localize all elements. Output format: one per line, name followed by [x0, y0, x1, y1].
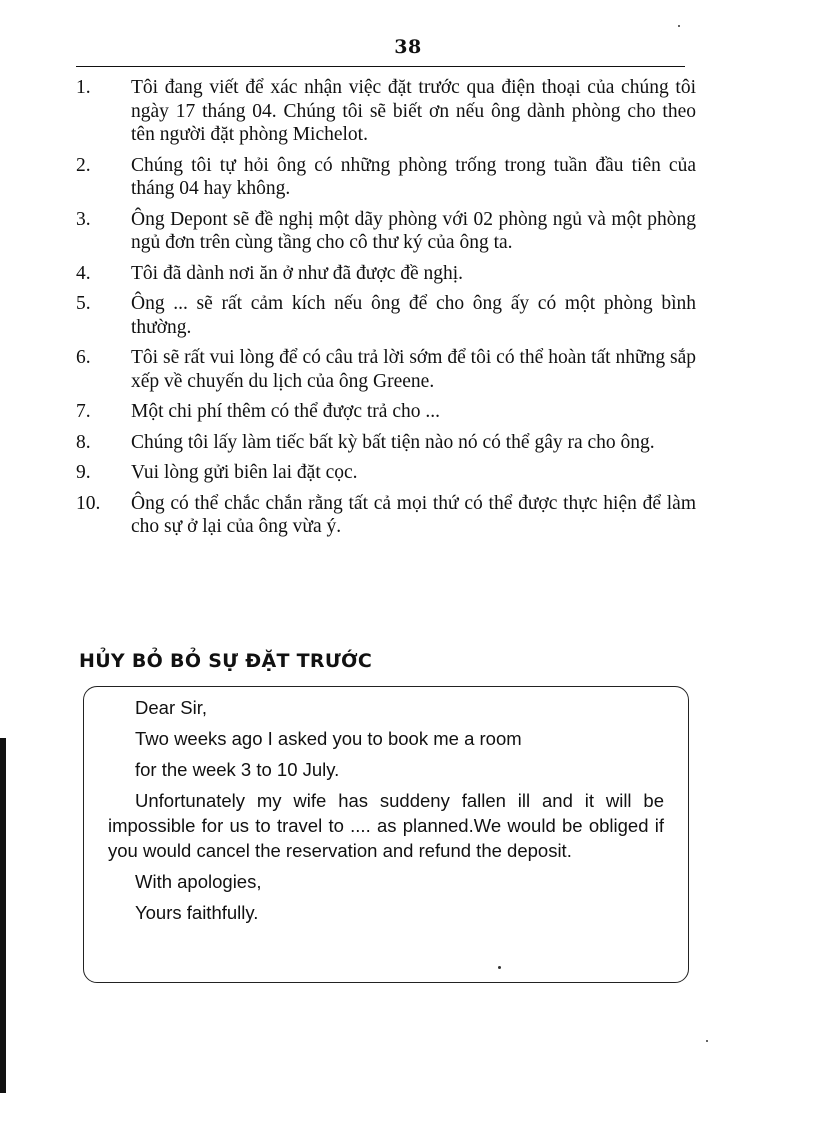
section-heading: HỦY BỎ BỎ SỰ ĐẶT TRƯỚC	[79, 650, 373, 672]
list-item-number: 4.	[76, 262, 91, 284]
list-item-number: 2.	[76, 154, 91, 176]
list-item	[76, 208, 696, 255]
scan-speck	[678, 25, 680, 27]
list-item-text: Tôi đã dành nơi ăn ở như đã được đề nghị.	[131, 262, 464, 284]
letter-box	[83, 686, 689, 983]
list-item-number: 7.	[76, 401, 91, 422]
list-item	[76, 431, 696, 455]
list-item-number: 8.	[76, 431, 91, 453]
list-item-text: Tôi sẽ rất vui lòng để có câu trả lời sớm để tôi có thể hoàn tất những sắp xếp về chuyến du lịch của ông Greene.	[131, 347, 696, 392]
list-item	[76, 346, 696, 393]
list-item-text: Ông Depont sẽ đề nghị một dãy phòng với 02 phòng ngủ và một phòng ngủ đơn trên cùng tầng cho cô thư ký của ông ta.	[131, 208, 696, 253]
letter-line: for the week 3 to 10 July.	[135, 759, 340, 780]
list-item	[76, 76, 696, 147]
letter-signoff: Yours faithfully.	[135, 902, 259, 923]
list-item	[76, 461, 696, 485]
letter-closing: With apologies,	[135, 871, 262, 892]
scan-edge-bar	[0, 738, 6, 1093]
list-item-number: 1.	[76, 77, 91, 98]
list-item-text: Tôi đang viết để xác nhận việc đặt trước qua điện thoại của chúng tôi ngày 17 tháng 04. Chúng tôi sẽ biết ơn nếu ông dành phòng cho theo tên người đặt phòng Michelot.	[131, 77, 696, 145]
list-item-number: 9.	[76, 462, 91, 483]
list-item	[76, 154, 696, 201]
list-item	[76, 292, 696, 339]
letter-salutation: Dear Sir,	[135, 697, 207, 718]
list-item-text: Ông ... sẽ rất cảm kích nếu ông để cho ông ấy có một phòng bình thường.	[131, 293, 696, 338]
list-item-text: Ông có thể chắc chắn rằng tất cả mọi thứ có thể được thực hiện để làm cho sự ở lại của ông vừa ý.	[131, 492, 696, 537]
list-item-text: Vui lòng gửi biên lai đặt cọc.	[131, 462, 358, 483]
list-item-text: Chúng tôi tự hỏi ông có những phòng trống trong tuần đầu tiên của tháng 04 hay không.	[131, 154, 696, 199]
phrase-list	[76, 76, 696, 546]
scan-speck	[498, 966, 501, 969]
list-item-number: 10.	[76, 492, 101, 514]
list-item-number: 6.	[76, 347, 91, 368]
list-item	[76, 492, 696, 539]
list-item-number: 5.	[76, 293, 91, 314]
letter-body-paragraph: Unfortunately my wife has suddeny fallen ill and it will be impossible for us to travel to .... as planned.We would be obliged if you would cancel the reservation and refund the deposit.	[108, 790, 664, 861]
page-number: 38	[394, 36, 422, 58]
header-rule	[76, 66, 685, 67]
list-item	[76, 400, 696, 424]
scan-speck	[706, 1040, 708, 1042]
list-item-number: 3.	[76, 208, 91, 230]
list-item	[76, 262, 696, 286]
list-item-text: Một chi phí thêm có thể được trả cho ...	[131, 401, 440, 422]
list-item-text: Chúng tôi lấy làm tiếc bất kỳ bất tiện nào nó có thể gây ra cho ông.	[131, 431, 655, 453]
letter-line: Two weeks ago I asked you to book me a room	[135, 728, 522, 749]
